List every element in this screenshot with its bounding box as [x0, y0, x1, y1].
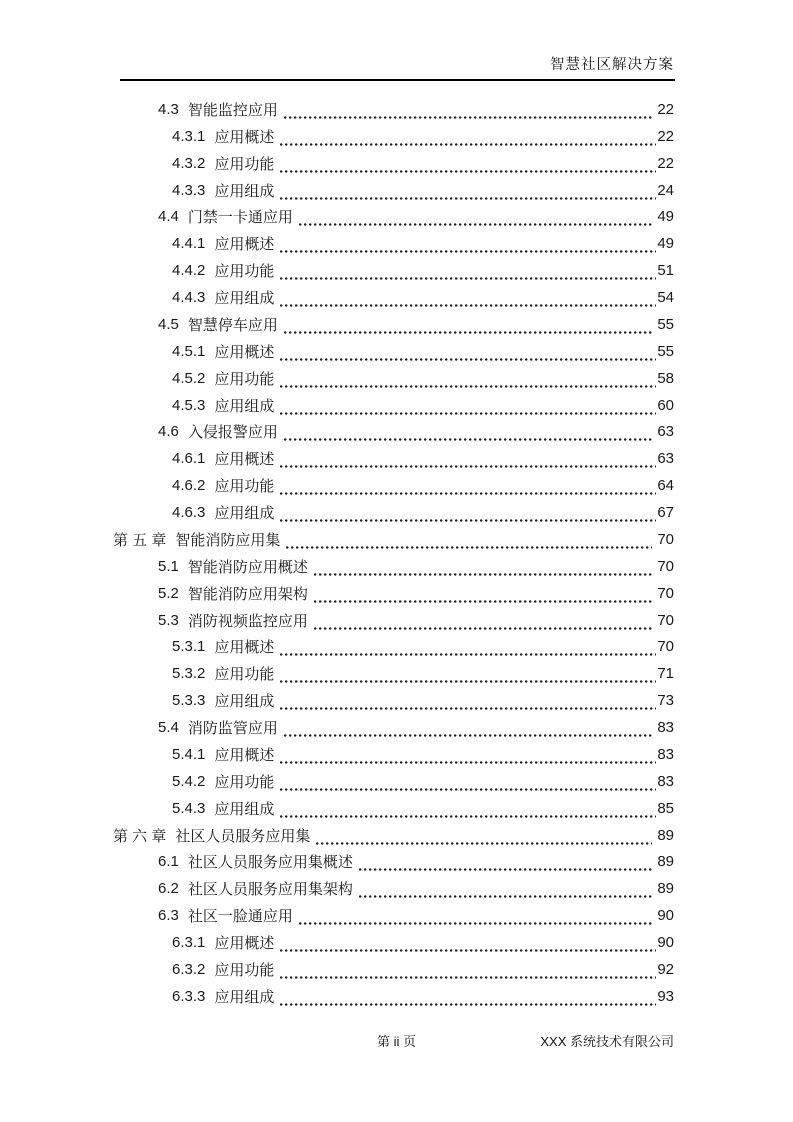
toc-entry[interactable] — [0, 472, 793, 499]
toc-entry-number: 5.4.2 — [172, 772, 206, 790]
toc-entry-title: 入侵报警应用 — [187, 424, 278, 442]
toc-entry-number: 5.4 — [158, 719, 179, 737]
toc-entry-number: 5.3.3 — [172, 692, 206, 710]
dot-leader — [316, 837, 652, 845]
toc-entry-number: 5.1 — [158, 557, 179, 575]
toc-entry-number: 5.3.2 — [172, 665, 206, 683]
toc-entry-title: 智能消防应用架构 — [187, 585, 308, 603]
toc-entry-page: 70 — [657, 584, 674, 602]
dot-leader — [280, 971, 656, 979]
page-header-title: 智慧社区解决方案 — [550, 57, 674, 73]
toc-entry[interactable] — [0, 123, 793, 150]
dot-leader — [280, 756, 656, 764]
dot-leader — [280, 272, 656, 280]
toc-entry-page: 70 — [657, 611, 674, 629]
toc-entry[interactable] — [0, 634, 793, 661]
toc-entry[interactable] — [0, 499, 793, 526]
toc-entry-number: 4.4 — [158, 208, 179, 226]
dot-leader — [280, 245, 656, 253]
toc-entry-number: 5.4.3 — [172, 799, 206, 817]
toc-entry-page: 90 — [657, 934, 674, 952]
toc-entry-title: 应用组成 — [214, 182, 275, 200]
toc-entry-number: 4.6 — [158, 423, 179, 441]
toc-entry-title: 应用概述 — [214, 128, 275, 146]
toc-entry-number: 4.4.2 — [172, 262, 206, 280]
toc-entry-title: 应用概述 — [214, 746, 275, 764]
toc-entry-number: 6.1 — [158, 853, 179, 871]
toc-entry-page: 55 — [657, 342, 674, 360]
toc-entry-title: 应用功能 — [214, 263, 275, 281]
toc-entry-page: 70 — [657, 638, 674, 656]
dot-leader — [280, 702, 656, 710]
toc-entry-page: 90 — [657, 907, 674, 925]
toc-entry[interactable] — [0, 204, 793, 231]
toc-list — [0, 96, 793, 1010]
toc-entry-number: 4.5 — [158, 315, 179, 333]
toc-entry-number: 第 五 章 — [113, 531, 167, 549]
toc-entry-page: 85 — [657, 799, 674, 817]
toc-entry-title: 应用组成 — [214, 693, 275, 711]
toc-entry-title: 智能消防应用集 — [175, 531, 281, 549]
toc-entry-page: 70 — [657, 530, 674, 548]
toc-entry-title: 智慧停车应用 — [187, 316, 278, 334]
toc-entry-title: 社区人员服务应用集概述 — [187, 854, 353, 872]
toc-entry-page: 55 — [657, 315, 674, 333]
dot-leader — [280, 192, 656, 200]
dot-leader — [280, 648, 656, 656]
toc-entry-title: 应用功能 — [214, 370, 275, 388]
toc-entry-page: 67 — [657, 504, 674, 522]
toc-entry[interactable] — [0, 849, 793, 876]
toc-entry-title: 应用功能 — [214, 478, 275, 496]
toc-entry-number: 6.3.2 — [172, 960, 206, 978]
dot-leader — [299, 218, 652, 226]
dot-leader — [280, 514, 656, 522]
toc-entry-title: 应用组成 — [214, 290, 275, 308]
toc-entry-title: 智能监控应用 — [187, 101, 278, 119]
dot-leader — [280, 944, 656, 952]
toc-entry[interactable] — [0, 714, 793, 741]
toc-entry-page: 22 — [657, 127, 674, 145]
dot-leader — [359, 890, 652, 898]
toc-entry-page: 83 — [657, 772, 674, 790]
toc-entry-number: 6.3 — [158, 907, 179, 925]
dot-leader — [280, 487, 656, 495]
toc-entry-number: 5.4.1 — [172, 745, 206, 763]
toc-entry[interactable] — [0, 392, 793, 419]
toc-entry-page: 73 — [657, 692, 674, 710]
toc-entry-number: 4.4.1 — [172, 235, 206, 253]
toc-entry[interactable] — [0, 365, 793, 392]
dot-leader — [286, 541, 652, 549]
toc-entry-title: 社区人员服务应用集架构 — [187, 881, 353, 899]
toc-entry-page: 54 — [657, 289, 674, 307]
toc-entry-page: 83 — [657, 719, 674, 737]
toc-entry-page: 63 — [657, 450, 674, 468]
toc-entry[interactable] — [0, 822, 793, 849]
toc-entry[interactable] — [0, 419, 793, 446]
toc-entry-number: 第 六 章 — [113, 827, 167, 845]
toc-entry-page: 22 — [657, 100, 674, 118]
toc-entry-page: 22 — [657, 154, 674, 172]
toc-entry[interactable] — [0, 795, 793, 822]
toc-entry-page: 49 — [657, 235, 674, 253]
toc-entry[interactable] — [0, 607, 793, 634]
dot-leader — [280, 165, 656, 173]
toc-entry-page: 60 — [657, 396, 674, 414]
toc-entry[interactable] — [0, 929, 793, 956]
toc-entry-title: 社区一脸通应用 — [187, 908, 293, 926]
toc-entry-page: 93 — [657, 987, 674, 1005]
toc-entry[interactable] — [0, 257, 793, 284]
dot-leader — [280, 407, 656, 415]
toc-entry-title: 消防监管应用 — [187, 720, 278, 738]
toc-entry-number: 4.5.2 — [172, 369, 206, 387]
toc-entry-number: 4.4.3 — [172, 289, 206, 307]
toc-entry[interactable] — [0, 177, 793, 204]
toc-entry-page: 89 — [657, 826, 674, 844]
toc-entry-number: 4.6.1 — [172, 450, 206, 468]
dot-leader — [314, 595, 652, 603]
toc-entry-title: 应用功能 — [214, 773, 275, 791]
toc-entry[interactable] — [0, 338, 793, 365]
toc-entry[interactable] — [0, 311, 793, 338]
dot-leader — [280, 998, 656, 1006]
dot-leader — [280, 810, 656, 818]
toc-entry-page: 51 — [657, 262, 674, 280]
toc-entry[interactable] — [0, 741, 793, 768]
dot-leader — [280, 675, 656, 683]
toc-entry-page: 83 — [657, 745, 674, 763]
toc-entry-number: 5.2 — [158, 584, 179, 602]
toc-entry-title: 社区人员服务应用集 — [175, 827, 311, 845]
toc-entry-page: 64 — [657, 477, 674, 495]
dot-leader — [314, 568, 652, 576]
toc-entry[interactable] — [0, 983, 793, 1010]
dot-leader — [284, 326, 652, 334]
toc-entry-number: 4.3.1 — [172, 127, 206, 145]
toc-entry-title: 应用功能 — [214, 961, 275, 979]
toc-entry-number: 4.6.3 — [172, 504, 206, 522]
toc-entry-title: 应用概述 — [214, 343, 275, 361]
toc-entry-title: 应用组成 — [214, 397, 275, 415]
toc-entry-page: 89 — [657, 853, 674, 871]
dot-leader — [280, 138, 656, 146]
toc-entry-number: 6.3.1 — [172, 934, 206, 952]
dot-leader — [284, 111, 652, 119]
toc-entry[interactable] — [0, 768, 793, 795]
toc-entry-title: 应用功能 — [214, 666, 275, 684]
toc-entry-page: 92 — [657, 960, 674, 978]
toc-entry-title: 应用概述 — [214, 935, 275, 953]
toc-entry-title: 应用组成 — [214, 988, 275, 1006]
dot-leader — [359, 863, 652, 871]
footer-company: XXX 系统技术有限公司 — [540, 1034, 674, 1049]
toc-entry[interactable] — [0, 150, 793, 177]
toc-entry-number: 4.3.3 — [172, 181, 206, 199]
toc-entry-number: 6.3.3 — [172, 987, 206, 1005]
toc-entry[interactable] — [0, 956, 793, 983]
footer-page-number: 第 ii 页 — [376, 1034, 416, 1049]
dot-leader — [280, 460, 656, 468]
toc-entry-number: 4.6.2 — [172, 477, 206, 495]
toc-entry[interactable] — [0, 526, 793, 553]
toc-entry[interactable] — [0, 687, 793, 714]
toc-entry-number: 5.3 — [158, 611, 179, 629]
toc-entry-number: 5.3.1 — [172, 638, 206, 656]
toc-entry-title: 智能消防应用概述 — [187, 558, 308, 576]
toc-entry-page: 70 — [657, 557, 674, 575]
toc-entry-title: 应用组成 — [214, 800, 275, 818]
dot-leader — [284, 729, 652, 737]
toc-entry-page: 58 — [657, 369, 674, 387]
toc-entry-title: 应用概述 — [214, 639, 275, 657]
toc-entry-page: 49 — [657, 208, 674, 226]
toc-entry-number: 4.3.2 — [172, 154, 206, 172]
toc-entry[interactable] — [0, 660, 793, 687]
toc-entry-number: 6.2 — [158, 880, 179, 898]
dot-leader — [299, 917, 652, 925]
toc-entry-title: 消防视频监控应用 — [187, 612, 308, 630]
toc-entry-number: 4.5.1 — [172, 342, 206, 360]
toc-entry-page: 71 — [657, 665, 674, 683]
toc-entry-number: 4.3 — [158, 100, 179, 118]
dot-leader — [280, 299, 656, 307]
toc-entry[interactable] — [0, 553, 793, 580]
toc-entry-title: 应用概述 — [214, 236, 275, 254]
toc-entry[interactable] — [0, 902, 793, 929]
header-rule — [120, 79, 675, 81]
toc-entry[interactable] — [0, 284, 793, 311]
toc-entry[interactable] — [0, 580, 793, 607]
toc-entry-number: 4.5.3 — [172, 396, 206, 414]
toc-entry-title: 门禁一卡通应用 — [187, 209, 293, 227]
toc-entry[interactable] — [0, 96, 793, 123]
toc-entry-title: 应用功能 — [214, 155, 275, 173]
toc-entry-page: 24 — [657, 181, 674, 199]
dot-leader — [280, 380, 656, 388]
dot-leader — [314, 622, 652, 630]
toc-entry-title: 应用概述 — [214, 451, 275, 469]
toc-entry-page: 89 — [657, 880, 674, 898]
dot-leader — [280, 353, 656, 361]
dot-leader — [284, 433, 652, 441]
toc-entry-page: 63 — [657, 423, 674, 441]
toc-entry[interactable] — [0, 875, 793, 902]
toc-entry[interactable] — [0, 445, 793, 472]
dot-leader — [280, 783, 656, 791]
toc-entry[interactable] — [0, 230, 793, 257]
toc-entry-title: 应用组成 — [214, 505, 275, 523]
